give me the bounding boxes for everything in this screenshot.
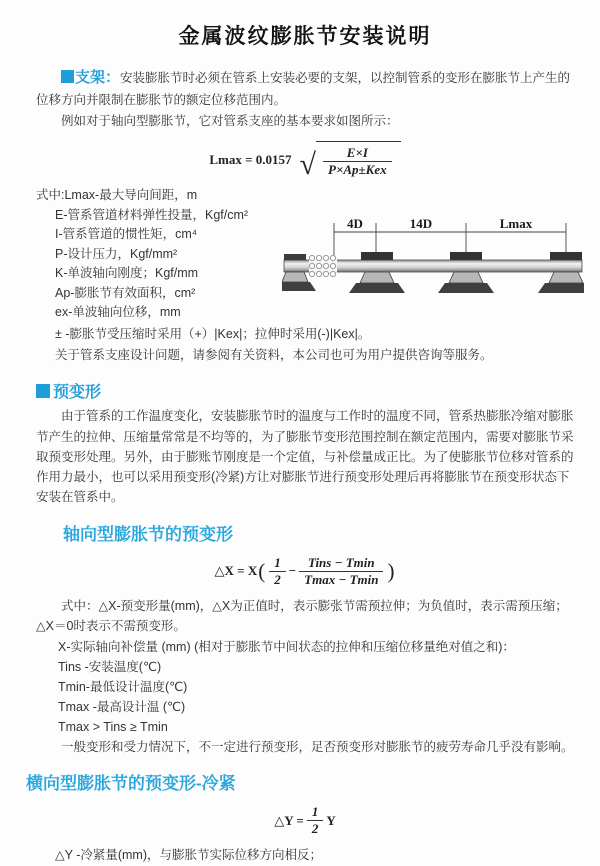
page-title: 金属波纹膨胀节安装说明: [178, 25, 432, 48]
pipe-support: [349, 252, 405, 293]
lmax-formula-lhs: Lmax = 0.0157: [209, 151, 292, 167]
lmax-fraction-denominator: P×Ap±Kex: [323, 161, 392, 178]
lmax-formula: [36, 141, 574, 182]
lateral-predeform-formula: [36, 804, 574, 838]
lateral-formula-rhs: Y: [326, 812, 336, 828]
service-note: 关于管系支座设计问题，请参阅有关资料，本公司也可为用户提供咨询等服务。: [55, 348, 493, 363]
fraction-numerator: Tins − Tmin: [307, 554, 375, 570]
open-paren: (: [258, 558, 266, 583]
axial-note: 一般变形和受力情况下，不一定进行预变形，足否预变形对膨胀节的疲劳寿命几乎没有影响。: [61, 739, 574, 754]
axial-predeform-heading: 轴向型膨胀节的预变形: [63, 524, 233, 544]
pipe-support-diagram-svg: [282, 212, 584, 308]
blue-square-icon: [61, 70, 74, 83]
pipe-support: [538, 252, 584, 293]
axial-predeform-formula: [36, 555, 574, 589]
pipe-support: [438, 252, 494, 293]
fraction-denominator: Tmax − Tmin: [299, 571, 383, 588]
predeform-heading-label: 预变形: [53, 384, 102, 402]
definition-line: 式中:Lmax-最大导向间距，m: [36, 188, 198, 203]
kex-sign-note: ± -膨胀节受压缩时采用（+）|Kex|；拉伸时采用(-)|Kex|。: [55, 326, 371, 341]
dimension-label-14d: 14D: [409, 216, 433, 232]
formula-definitions-list: [36, 186, 282, 323]
lmax-fraction: [323, 145, 392, 179]
support-intro-text: 安装膨胀节时必须在管系上安装必要的支架，以控制管系的变形在膨胀节上产生的位移方向并限制在膨胀节的额定位移范围内。: [36, 71, 571, 108]
fraction-denominator: 2: [307, 820, 324, 837]
support-section-heading: [61, 69, 120, 86]
definition-line: Tmin-最低设计温度(℃): [58, 679, 188, 694]
dimension-label-lmax: Lmax: [499, 216, 533, 232]
close-paren: ): [387, 558, 395, 583]
axial-formula-explanation: 式中：△X-预变形量(mm)，△X为正值时，表示膨张节需预拉伸；为负值时，表示需预压缩；△X＝0时表示不需预变形。: [36, 599, 568, 634]
lateral-note: △Y -冷紧量(mm)，与膨胀节实际位移方向相反；: [55, 848, 323, 863]
definition-line: E-管系管道材料弹性投量，Kgf/cm²: [55, 207, 249, 222]
bellows-coils: [309, 256, 337, 277]
pipe-support-diagram: [282, 186, 584, 323]
radical-sign-icon: √: [299, 148, 317, 182]
fraction-numerator: 1: [311, 803, 319, 819]
definition-line: K-单波轴向刚度；Kgf/mm: [55, 266, 199, 281]
support-intro-paragraph: [36, 66, 574, 111]
half-fraction: [307, 804, 324, 838]
definition-line: I-管系管道的惯性矩，cm⁴: [55, 227, 198, 242]
support-heading-label: 支架：: [75, 69, 121, 86]
axial-definitions-list: [36, 637, 574, 737]
definition-line: X-实际轴向补偿量 (mm) (相对于膨胀节中间状态的拉伸和压缩位移量绝对值之和)：: [58, 639, 515, 654]
dimension-label-4d: 4D: [347, 216, 363, 232]
fraction-numerator: 1: [274, 554, 281, 570]
axial-formula-lhs: △X = X: [214, 563, 258, 579]
definition-line: Ap-膨胀节有效面积，cm²: [55, 285, 196, 300]
temperature-fraction: [299, 555, 383, 589]
predeform-body-paragraph: 由于管系的工作温度变化，安装膨胀节时的温度与工作时的温度不同，管系热膨胀冷缩对膨胀节产生的拉伸、压缩量常常是不均等的，为了膨胀节变形范围控制在额定范围内，需要对膨胀节采取预变形处理。另外，由于膨账节刚度是一个定值，与补偿量成正比。为了使膨胀节位移对管系的作用力最小，也可以采用预变形(冷紧)方让对膨胀节进行预变形处理后再将膨胀节在预变形状态下安装在管系中。: [36, 409, 574, 505]
predeform-section-heading: [36, 379, 574, 402]
blue-square-icon: [36, 384, 50, 398]
definition-line: Tmax -最高设计温 (℃): [58, 699, 186, 714]
support-example-line: 例如对于轴向型膨胀节，它对管系支座的基本要求如图所示：: [61, 113, 399, 128]
lateral-formula-lhs: △Y =: [274, 812, 304, 828]
half-fraction: [269, 555, 286, 589]
definition-line: P-设计压力，Kgf/mm²: [55, 246, 178, 261]
definitions-and-diagram-row: [36, 186, 574, 323]
sqrt-radical: [299, 141, 401, 182]
definition-line: Tins -安装温度(℃): [58, 659, 162, 674]
definition-line: Tmax > Tins ≥ Tmin: [58, 719, 168, 734]
lmax-fraction-numerator: E×I: [346, 144, 368, 160]
minus-sign: −: [288, 563, 297, 579]
lateral-predeform-heading: 横向型膨胀节的预变形-冷紧: [26, 773, 236, 793]
fraction-denominator: 2: [269, 571, 286, 588]
definition-line: ex-单波轴向位移，mm: [55, 305, 181, 320]
